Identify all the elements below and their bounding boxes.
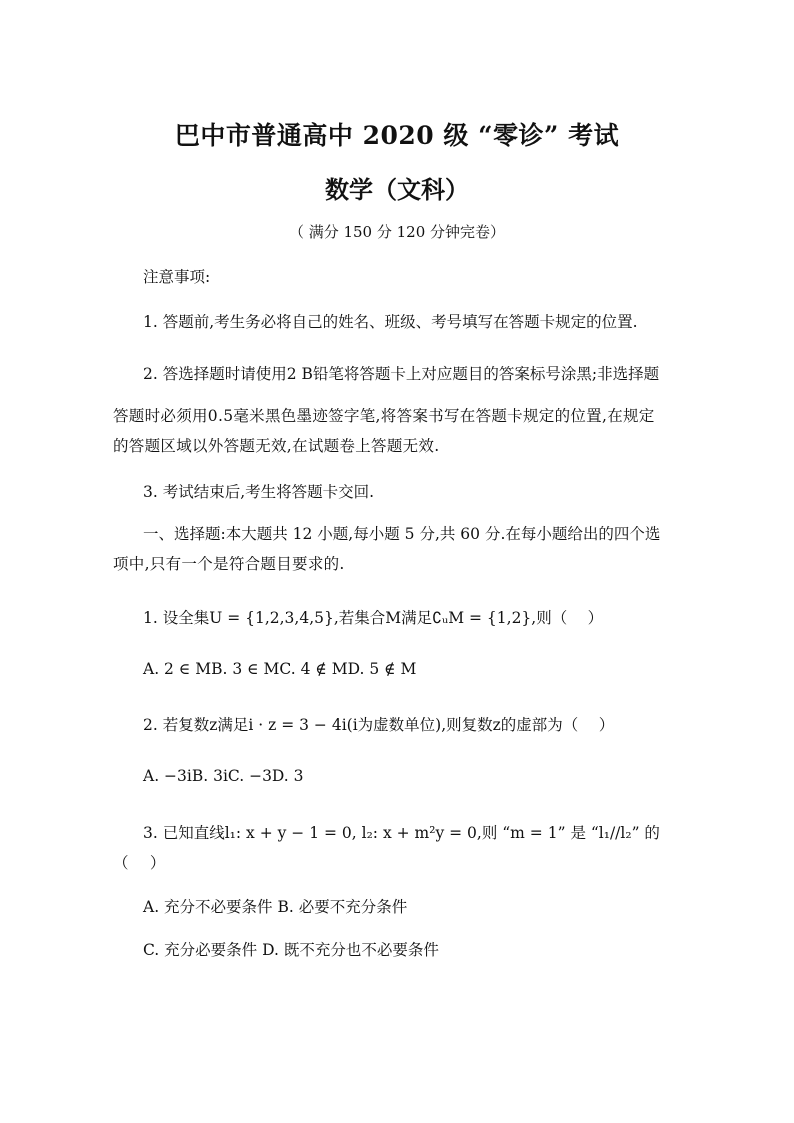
note-1: 1. 答题前,考生务必将自己的姓名、班级、考号填写在答题卡规定的位置. bbox=[143, 313, 638, 331]
question-1: 1. 设全集U = {1,2,3,4,5},若集合M满足∁ᵤM = {1,2},则（ ） bbox=[143, 609, 604, 627]
note-2-line-2: 答题时必须用0.5毫米黑色墨迹签字笔,将答案书写在答题卡规定的位置,在规定 bbox=[113, 407, 655, 425]
section-heading-line-1: 一、选择题:本大题共 12 小题,每小题 5 分,共 60 分.在每小题给出的四个选 bbox=[143, 525, 661, 543]
notes-heading: 注意事项: bbox=[143, 268, 211, 286]
question-2: 2. 若复数z满足i · z = 3 − 4i(i为虚数单位),则复数z的虚部为（ ） bbox=[143, 716, 615, 734]
question-3-line-1: 3. 已知直线l₁: x + y − 1 = 0, l₂: x + m²y = 0,则 “m = 1” 是 “l₁//l₂” 的 bbox=[143, 824, 660, 842]
question-1-options: A. 2 ∈ MB. 3 ∈ MC. 4 ∉ MD. 5 ∉ M bbox=[143, 660, 417, 678]
note-3: 3. 考试结束后,考生将答题卡交回. bbox=[143, 483, 375, 501]
exam-info: （ 满分 150 分 120 分钟完卷） bbox=[288, 223, 506, 241]
question-3-line-2: （ ） bbox=[113, 854, 166, 872]
note-2-line-3: 的答题区域以外答题无效,在试题卷上答题无效. bbox=[113, 437, 440, 455]
question-3-options-1: A. 充分不必要条件 B. 必要不充分条件 bbox=[143, 898, 408, 916]
question-2-options: A. −3iB. 3iC. −3D. 3 bbox=[143, 767, 304, 785]
note-2-line-1: 2. 答选择题时请使用2 B铅笔将答题卡上对应题目的答案标号涂黑;非选择题 bbox=[143, 365, 660, 383]
question-3-options-2: C. 充分必要条件 D. 既不充分也不必要条件 bbox=[143, 941, 439, 959]
exam-subtitle: 数学（文科） bbox=[325, 175, 469, 204]
section-heading-line-2: 项中,只有一个是符合题目要求的. bbox=[113, 555, 345, 573]
exam-title: 巴中市普通高中 2020 级 “零诊” 考试 bbox=[174, 121, 620, 150]
